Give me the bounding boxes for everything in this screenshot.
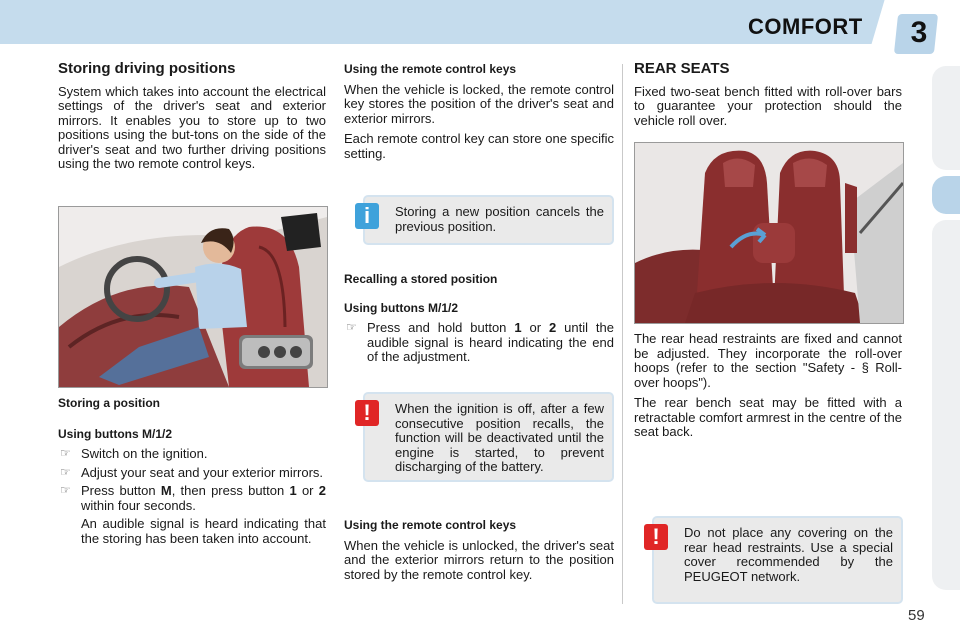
info-icon: i bbox=[355, 203, 379, 229]
paragraph: Fixed two-seat bench fitted with roll-over bars to guarantee your protection should the vehicle roll over. bbox=[634, 83, 902, 128]
page-number: 59 bbox=[908, 607, 925, 624]
paragraph: When the vehicle is unlocked, the driver's seat and the exterior mirrors return to the position stored by the remote control key. bbox=[344, 537, 614, 582]
button-ref: 2 bbox=[318, 483, 326, 498]
text: within four seconds. bbox=[81, 497, 196, 513]
paragraph: System which takes into account the electrical settings of the driver's seat and exterior mirrors. It enables you to store up to two positions using the but-tons on the side of the driver's seat and two further driving positions using the two remote control keys. bbox=[58, 83, 326, 171]
note-text: Storing a new position cancels the previous position. bbox=[395, 204, 604, 234]
warning-note bbox=[652, 516, 903, 604]
warning-note bbox=[363, 392, 614, 482]
middle-column-top bbox=[344, 62, 614, 167]
list-item: ☞ Adjust your seat and your exterior mirrors. bbox=[58, 466, 326, 481]
button-ref: 1 bbox=[289, 483, 297, 498]
subheading: Recalling a stored position bbox=[344, 272, 498, 286]
paragraph: Each remote control key can store one specific setting. bbox=[344, 131, 614, 161]
side-tab[interactable] bbox=[932, 220, 960, 590]
rear-seats-svg bbox=[635, 143, 903, 323]
column-divider bbox=[622, 64, 623, 604]
subheading: Using buttons M/1/2 bbox=[58, 426, 172, 441]
paragraph: When the vehicle is locked, the remote control key stores the position of the driver's seat and exterior mirrors. bbox=[344, 81, 614, 126]
paragraph: The rear head restraints are fixed and cannot be adjusted. They incorporate the roll-over hoops (refer to the section "Safety - § Roll-over hoops"). bbox=[634, 331, 902, 390]
note-text: Do not place any covering on the rear head restraints. Use a special cover recommended by the PEUGEOT network. bbox=[684, 525, 893, 584]
driver-seat-illustration bbox=[58, 206, 328, 388]
middle-column-recall bbox=[344, 272, 614, 369]
paragraph: The rear bench seat may be fitted with a retractable comfort armrest in the centre of the seat back. bbox=[634, 395, 902, 439]
right-column-bottom bbox=[634, 332, 902, 446]
steps-list bbox=[58, 447, 326, 513]
text: or bbox=[521, 320, 549, 335]
steps-list bbox=[344, 321, 614, 365]
warning-icon: ! bbox=[644, 524, 668, 550]
text: or bbox=[296, 483, 319, 498]
subheading: Storing a position bbox=[58, 396, 160, 410]
rear-seats-illustration bbox=[634, 142, 904, 324]
chapter-number: 3 bbox=[910, 16, 928, 49]
button-ref: 1 bbox=[514, 320, 522, 335]
side-tab[interactable] bbox=[932, 66, 960, 170]
warning-icon: ! bbox=[355, 400, 379, 426]
button-ref: 2 bbox=[548, 320, 557, 335]
button-ref: M bbox=[160, 483, 172, 498]
subheading: Using the remote control keys bbox=[344, 518, 517, 532]
section-title: COMFORT bbox=[748, 14, 863, 39]
list-item bbox=[344, 321, 614, 365]
middle-column-bottom bbox=[344, 518, 614, 588]
subheading: Using the remote control keys bbox=[344, 62, 517, 76]
list-item bbox=[58, 484, 326, 513]
right-column-top bbox=[634, 62, 902, 134]
section-heading: Storing driving positions bbox=[58, 60, 236, 77]
text: , then press button bbox=[171, 483, 290, 498]
driver-seat-svg bbox=[59, 207, 327, 387]
list-item: ☞ Switch on the ignition. bbox=[58, 447, 326, 462]
left-column-bottom bbox=[58, 396, 326, 552]
paragraph: An audible signal is heard indicating that the storing has been taken into account. bbox=[81, 516, 326, 546]
section-heading: REAR SEATS bbox=[634, 60, 730, 77]
side-tab-active[interactable] bbox=[932, 176, 960, 214]
text: Press button bbox=[81, 483, 161, 498]
subheading: Using buttons M/1/2 bbox=[344, 300, 458, 315]
text: Press and hold button bbox=[367, 320, 515, 335]
text: until the audible signal is heard indicating the end of the adjustment. bbox=[367, 320, 614, 364]
info-note bbox=[363, 195, 614, 245]
left-column-top bbox=[58, 62, 326, 178]
note-text: When the ignition is off, after a few consecutive position recalls, the function will be deactivated until the engine is started, to prevent discharging of the battery. bbox=[395, 401, 604, 474]
